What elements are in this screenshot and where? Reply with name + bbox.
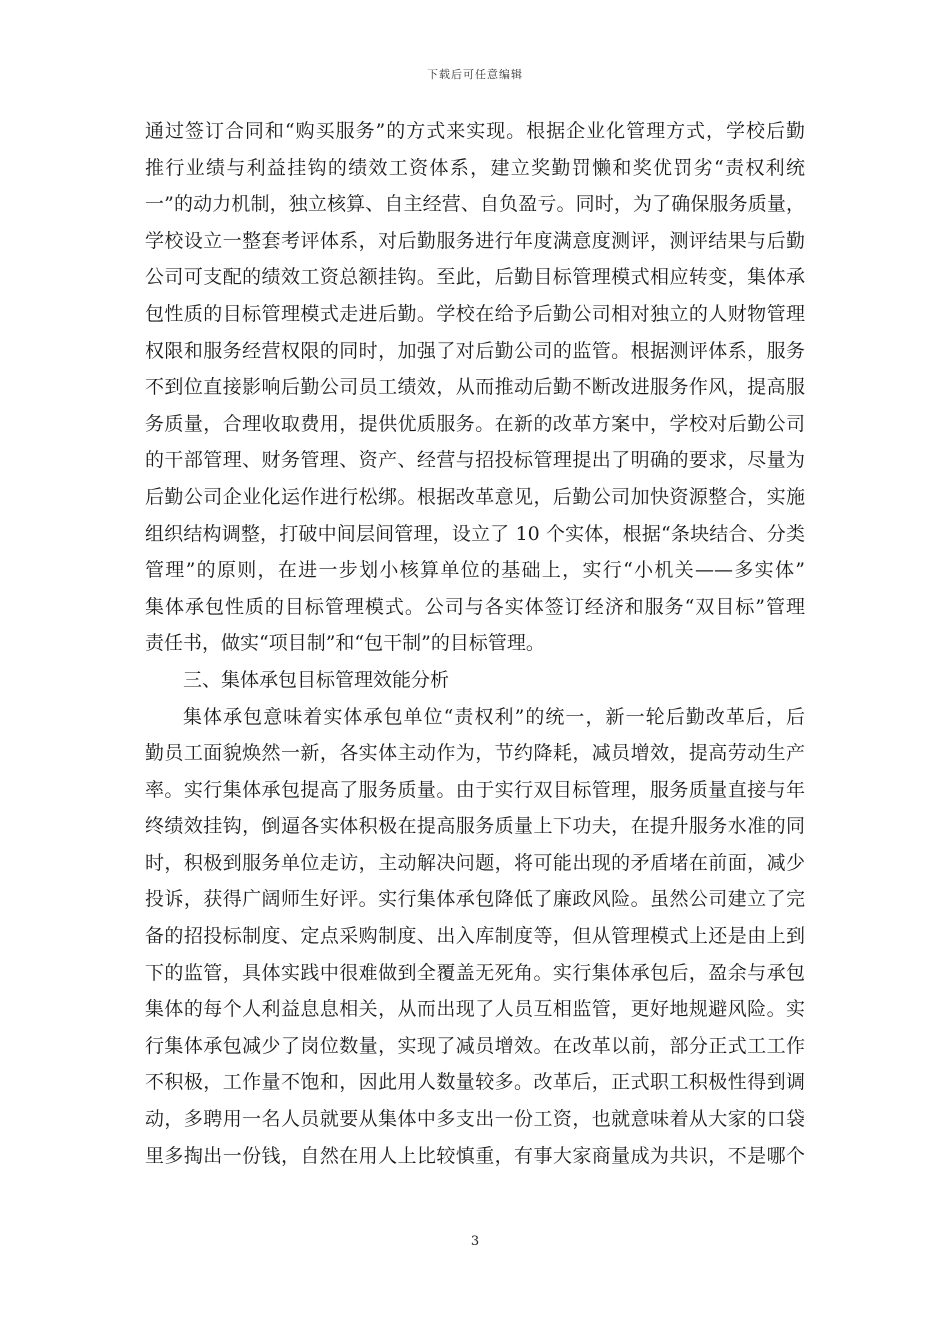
text-line: 后勤公司企业化运作进行松绑。根据改革意见，后勤公司加快资源整合，实施 — [145, 485, 805, 508]
text-line: 推行业绩与利益挂钩的绩效工资体系，建立奖勤罚懒和奖优罚劣“责权利统 — [145, 156, 805, 179]
text-line: 集体的每个人利益息息相关，从而出现了人员互相监管，更好地规避风险。实 — [145, 998, 805, 1021]
text-line: 权限和服务经营权限的同时，加强了对后勤公司的监管。根据测评体系，服务 — [145, 339, 805, 362]
page-number: 3 — [470, 1234, 480, 1249]
text-line: 投诉，获得广阔师生好评。实行集体承包降低了廉政风险。虽然公司建立了完 — [145, 888, 805, 911]
text-line: 通过签订合同和“购买服务”的方式来实现。根据企业化管理方式，学校后勤 — [145, 120, 805, 142]
text-line: 一”的动力机制，独立核算、自主经营、自负盈亏。同时，为了确保服务质量， — [145, 193, 805, 216]
text-line: 勤员工面貌焕然一新，各实体主动作为，节约降耗，减员增效，提高劳动生产 — [145, 742, 805, 765]
text-line: 不积极，工作量不饱和，因此用人数量较多。改革后，正式职工积极性得到调 — [145, 1071, 805, 1094]
text-line: 备的招投标制度、定点采购制度、出入库制度等，但从管理模式上还是由上到 — [145, 925, 805, 948]
text-line: 集体承包意味着实体承包单位“责权利”的统一，新一轮后勤改革后，后 — [183, 705, 805, 728]
text-line: 终绩效挂钩，倒逼各实体积极在提高服务质量上下功夫，在提升服务水准的同 — [145, 815, 805, 838]
paragraph-3 — [145, 699, 805, 1175]
section-heading-text: 三、集体承包目标管理效能分析 — [183, 668, 450, 691]
text-line: 的干部管理、财务管理、资产、经营与招投标管理提出了明确的要求，尽量为 — [145, 449, 805, 472]
paragraph-1 — [145, 113, 805, 662]
text-line: 时，积极到服务单位走访，主动解决问题，将可能出现的矛盾堵在前面，减少 — [145, 851, 805, 874]
text-line: 集体承包性质的目标管理模式。公司与各实体签订经济和服务“双目标”管理 — [145, 595, 805, 618]
text-line: 下的监管，具体实践中很难做到全覆盖无死角。实行集体承包后，盈余与承包 — [145, 961, 805, 984]
text-line: 不到位直接影响后勤公司员工绩效，从而推动后勤不断改进服务作风，提高服 — [145, 376, 805, 399]
text-line: 学校设立一整套考评体系，对后勤服务进行年度满意度测评，测评结果与后勤 — [145, 229, 805, 252]
text-line: 率。实行集体承包提高了服务质量。由于实行双目标管理，服务质量直接与年 — [145, 778, 805, 801]
text-line: 动，多聘用一名人员就要从集体中多支出一份工资，也就意味着从大家的口袋 — [145, 1108, 805, 1131]
text-line: 责任书，做实“项目制”和“包干制”的目标管理。 — [145, 632, 545, 655]
document-body — [145, 113, 805, 1174]
text-line: 管理”的原则，在进一步划小核算单位的基础上，实行“小机关——多实体” — [145, 559, 805, 582]
text-line: 务质量，合理收取费用，提供优质服务。在新的改革方案中，学校对后勤公司 — [145, 412, 805, 435]
text-line: 里多掏出一份钱，自然在用人上比较慎重，有事大家商量成为共识，不是哪个 — [145, 1144, 805, 1167]
section-heading — [145, 662, 805, 699]
page-header: 下载后可任意编辑 — [427, 68, 523, 81]
text-line: 行集体承包减少了岗位数量，实现了减员增效。在改革以前，部分正式工工作 — [145, 1034, 805, 1057]
text-line: 组织结构调整，打破中间层间管理，设立了 10 个实体，根据“条块结合、分类 — [145, 522, 805, 545]
text-line: 包性质的目标管理模式走进后勤。学校在给予后勤公司相对独立的人财物管理 — [145, 302, 805, 325]
text-line: 公司可支配的绩效工资总额挂钩。至此，后勤目标管理模式相应转变，集体承 — [145, 266, 805, 289]
